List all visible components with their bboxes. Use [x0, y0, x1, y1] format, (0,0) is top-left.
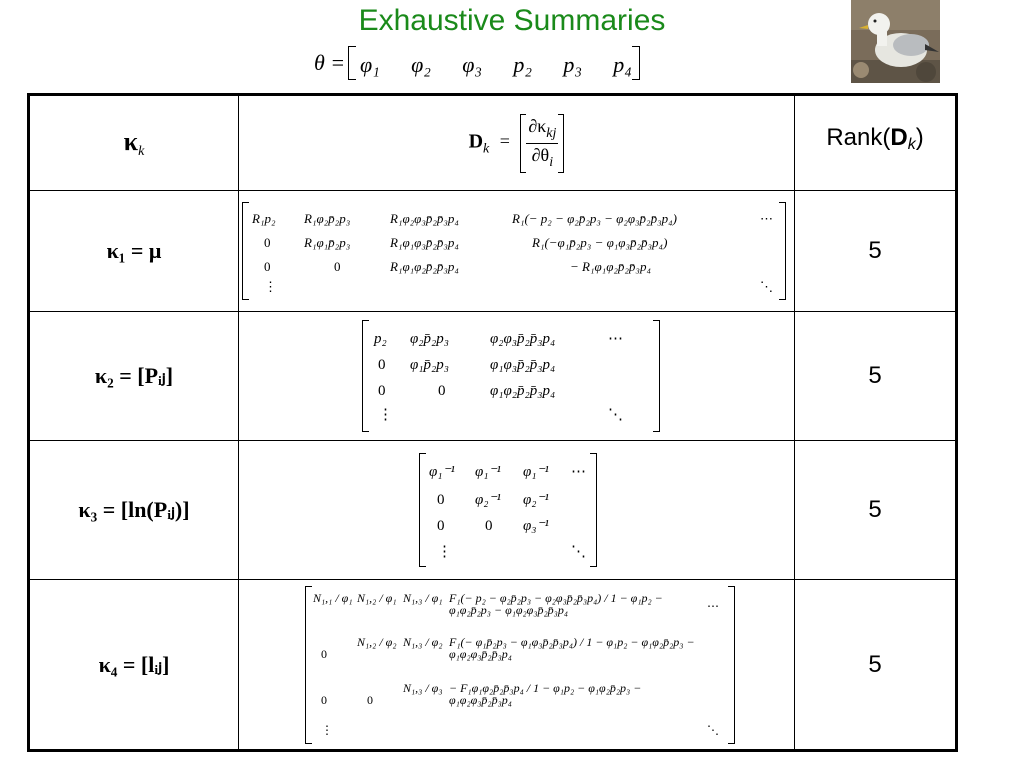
header-kappa: κk — [29, 95, 239, 191]
param-entry: p₄ — [613, 52, 632, 77]
table-row — [29, 191, 957, 312]
jacobian-matrix-3: φ₁⁻¹ φ₁⁻¹ φ₁⁻¹ ⋯ 0 φ₂⁻¹ φ₂⁻¹ 0 0 φ₃⁻¹ ⋮ ⋱ — [239, 441, 795, 580]
derivative-bracket: $\frac{\partial\kappa_{kj}}{\partial\theta_i}$ — [520, 116, 564, 171]
param-entry: φ₁ — [360, 52, 380, 77]
table-row — [29, 312, 957, 441]
rank-value: 5 — [795, 441, 957, 580]
seagull-photo — [851, 0, 940, 83]
row-label-kappa1: κ₁ = μ — [29, 191, 239, 312]
table-row — [29, 441, 957, 580]
row-label-kappa3: κ₃ = [ln(Pᵢⱼ)] — [29, 441, 239, 580]
rank-value: 5 — [795, 191, 957, 312]
table-row — [29, 580, 957, 751]
slide-title: Exhaustive Summaries — [358, 4, 666, 37]
header-derivative: Dk = $\frac{\partial\kappa_{kj}}{\partial\theta_i}$ — [239, 95, 795, 191]
param-entry: φ₃ — [462, 52, 483, 77]
left-bracket — [348, 46, 356, 80]
header-rank: Rank(Dk) — [795, 95, 957, 191]
jacobian-matrix-4: N₁,₁ / φ₁ N₁,₂ / φ₁ N₁,₃ / φ₁ F₁(− p₂ − φ₂p̄₂p₃ − φ₂φ₃p̄₂p̄₃p₄) / 1 − φ₁p₂ − φ₁φ₂p̄₂p₃ − φ₁φ₂φ₃p̄₂p̄₃p₄ ⋯ 0 N₁,₂ / φ₂ N₁,₃ / φ₂ F₁(− φ₁p̄₂p₃ − φ₁φ₃p̄₂p̄₃p₄) / 1 − φ₁p₂ − φ₁φ₂p̄₂p₃ − φ₁φ₂φ₃p̄₂p̄₃p₄ 0 0 N₁,₃ / φ₃ − F₁φ₁φ₂p̄₂p̄₃p₄ / 1 − φ₁p₂ − φ₁φ₂p̄₂p₃ − φ₁φ₂φ₃p̄₂p̄₃p₄ ⋮ ⋱ — [239, 580, 795, 751]
jacobian-matrix-2: p₂ φ₂p̄₂p₃ φ₂φ₃p̄₂p̄₃p₄ ⋯ 0 φ₁p̄₂p₃ φ₁φ₃p̄₂p̄₃p₄ 0 0 φ₁φ₂p̄₂p̄₃p₄ ⋮ ⋱ — [239, 312, 795, 441]
param-entry: φ₂ — [411, 52, 431, 77]
parameter-vector — [300, 46, 660, 86]
rank-value: 5 — [795, 312, 957, 441]
param-entry: p₂ — [513, 52, 533, 77]
header-row — [29, 95, 957, 191]
param-entry: p₃ — [563, 52, 582, 77]
theta-equals: θ = — [314, 50, 346, 75]
right-bracket — [632, 46, 640, 80]
jacobian-matrix-1: R₁p₂ R₁φ₂p̄₂p₃ R₁φ₂φ₃p̄₂p̄₃p₄ R₁(− p₂ − φ₂p̄₂p₃ − φ₂φ₃p̄₂p̄₃p₄) ⋯ 0 R₁φ₁p̄₂p₃ R₁φ₁φ₃p̄₂p̄₃p₄ R₁(−φ₁p̄₂p₃ − φ₁φ₃p̄₂p̄₃p₄) 0 0 R₁φ₁φ₂p̄₂p̄₃p₄ − R₁φ₁φ₂p̄₂p̄₃p₄ ⋮ ⋱ — [239, 191, 795, 312]
summary-table — [27, 93, 958, 752]
row-label-kappa4: κ₄ = [lᵢⱼ] — [29, 580, 239, 751]
rank-value: 5 — [795, 580, 957, 751]
row-label-kappa2: κ₂ = [Pᵢⱼ] — [29, 312, 239, 441]
